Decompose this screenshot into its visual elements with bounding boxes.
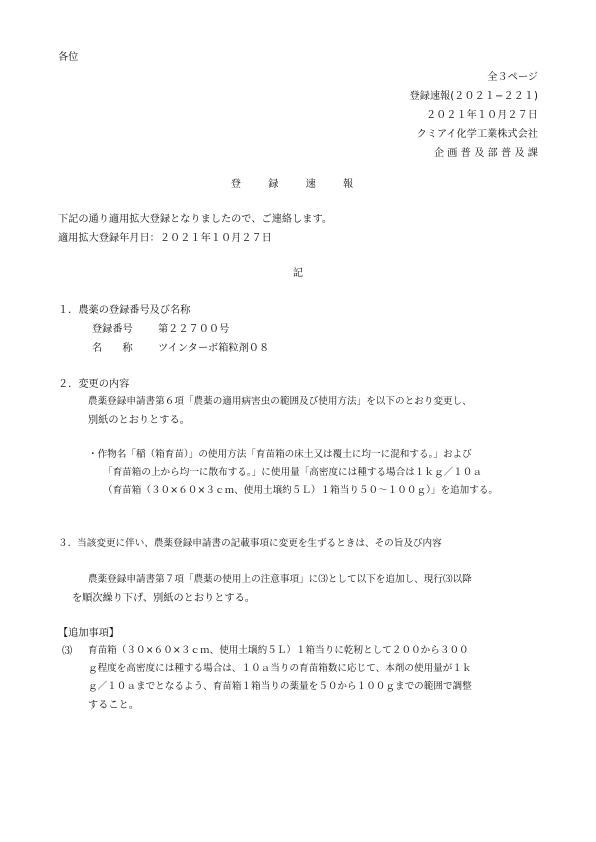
ki-marker: 記 [292, 268, 304, 279]
registration-number-value: 第２２７００号 [158, 324, 230, 335]
section-3-heading: ３．当該変更に伴い、農薬登録申請書の記載事項に変更を生ずるときは、その旨及び内容 [58, 538, 442, 549]
section-1-heading: １．農薬の登録番号及び名称 [58, 305, 191, 316]
intro-line-1: 下記の通り適用拡大登録となりましたので、ご連絡します。 [58, 214, 333, 225]
section-2-bullet-line-3: （育苗箱（３０×６０×３ｃｍ、使用土壌約５Ｌ）１箱当り５０〜１００ｇ）」を追加する。 [103, 485, 499, 496]
addition-heading: 【追加事項】 [58, 628, 120, 639]
issue-date: ２０２１年１０月２７日 [425, 110, 538, 121]
addition-line-3: ｇ／１０ａまでとなるよう、育苗箱１箱当りの薬量を５０から１００ｇまでの範囲で調整 [88, 681, 472, 692]
section-3-paragraph-line-2: を順次繰り下げ、別紙のとおりとする。 [72, 593, 255, 604]
department-name: 企 画 普 及 部 普 及 課 [433, 148, 538, 159]
company-name: クミアイ化学工業株式会社 [416, 129, 538, 140]
sender-block [409, 71, 538, 166]
document-title: 登 録 速 報 [230, 179, 366, 190]
addition-line-2: ｇ程度を高密度には種する場合は、１０ａ当りの育苗箱数に応じて、本剤の使用量が１ｋ [88, 663, 472, 674]
document-number: 登録速報(２０２１−２２１) [409, 91, 538, 102]
page-count: 全３ページ [487, 72, 538, 83]
registration-number-label: 登録番号 [92, 324, 133, 335]
section-3-paragraph-line-1: 農薬登録申請書第７項「農薬の使用上の注意事項」に⑶として以下を追加し、現行⑶以降 [88, 574, 472, 585]
product-name-value: ツインターボ箱粒剤０８ [158, 343, 270, 354]
addition-line-1: 育苗箱（３０×６０×３ｃｍ、使用土壌約５Ｌ）１箱当りに乾籾として２００から３００ [88, 645, 469, 656]
addition-line-4: すること。 [88, 700, 139, 711]
section-2-bullet-line-2: 「育苗箱の上から均一に散布する。」に使用量「高密度には種する場合は１ｋｇ／１０ａ [103, 467, 482, 478]
section-2-heading: ２．変更の内容 [58, 379, 130, 390]
addition-item-marker: ⑶ [62, 646, 73, 657]
section-2-bullet-line-1: ・作物名「稲（箱育苗）」の使用方法「育苗箱の床土又は覆土に均一に混和する。」および [88, 449, 472, 460]
section-2-paragraph-line-1: 農薬登録申請書第６項「農薬の適用病害虫の範囲及び使用方法」を以下のとおり変更し、 [88, 396, 472, 407]
addressee: 各位 [58, 52, 79, 63]
section-2-paragraph-line-2: 別紙のとおりとする。 [88, 415, 190, 426]
product-name-label: 名 称 [92, 343, 133, 354]
intro-line-2: 適用拡大登録年月日：２０２１年１０月２７日 [58, 233, 272, 244]
